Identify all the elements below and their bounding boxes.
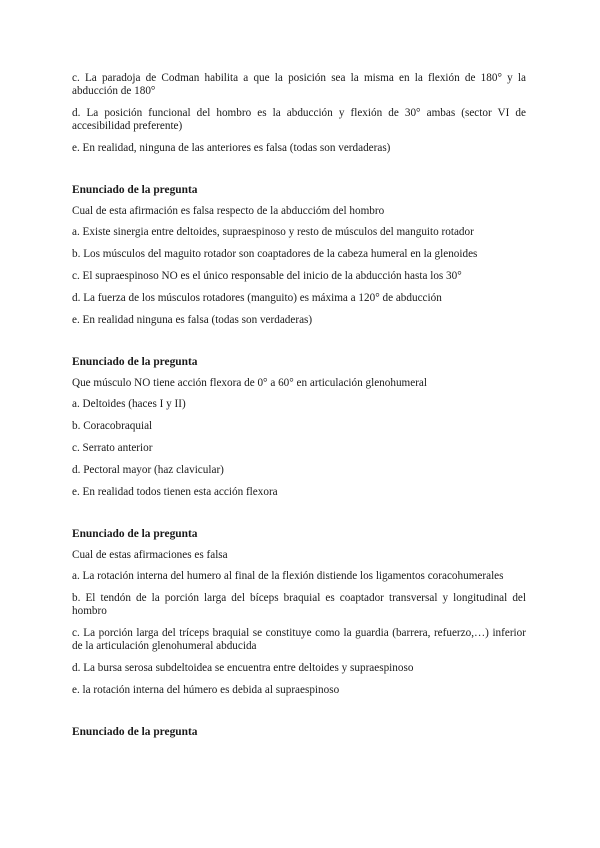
question-block-4 [72,726,526,739]
option-b: b. Los músculos del maguito rotador son coaptadores de la cabeza humeral en la glenoides [72,248,478,260]
question-heading: Enunciado de la pregunta [72,726,198,738]
option-e: e. En realidad ninguna es falsa (todas son verdaderas) [72,314,313,326]
question-text: Que músculo NO tiene acción flexora de 0° a 60° en articulación glenohumeral [72,377,428,389]
option-d: d. La posición funcional del hombro es la abducción y flexión de 30° ambas (sector VI de accesibilidad preferente) [72,107,526,132]
option-c: c. El supraespinoso NO es el único responsable del inicio de la abducción hasta los 30° [72,270,462,282]
option-a: a. La rotación interna del humero al final de la flexión distiende los ligamentos coracohumerales [72,570,504,582]
option-b: b. El tendón de la porción larga del bíceps braquial es coaptador transversal y longitudinal del hombro [72,592,526,617]
option-c: c. La porción larga del tríceps braquial se constituye como la guardia (barrera, refuerzo,…) inferior de la articulación glenohumeral abducida [72,627,526,652]
option-b: b. Coracobraquial [72,420,153,432]
option-d: d. La bursa serosa subdeltoidea se encuentra entre deltoides y supraespinoso [72,662,414,674]
option-a: a. Existe sinergia entre deltoides, supraespinoso y resto de músculos del manguito rotador [72,226,474,238]
option-d: d. Pectoral mayor (haz clavicular) [72,464,224,476]
previous-question-options [72,72,526,155]
question-heading: Enunciado de la pregunta [72,356,198,368]
option-e: e. En realidad todos tienen esta acción flexora [72,486,278,498]
question-heading: Enunciado de la pregunta [72,528,198,540]
question-heading: Enunciado de la pregunta [72,184,198,196]
question-block-2 [72,356,526,499]
question-block-3 [72,528,526,697]
option-e: e. En realidad, ninguna de las anteriores es falsa (todas son verdaderas) [72,142,391,154]
option-d: d. La fuerza de los músculos rotadores (manguito) es máxima a 120° de abducción [72,292,442,304]
option-c: c. Serrato anterior [72,442,153,454]
question-text: Cual de esta afirmación es falsa respecto de la abduccióm del hombro [72,205,385,217]
question-block-1 [72,184,526,327]
option-e: e. la rotación interna del húmero es debida al supraespinoso [72,684,340,696]
option-c: c. La paradoja de Codman habilita a que la posición sea la misma en la flexión de 180° y la abducción de 180° [72,72,526,97]
question-text: Cual de estas afirmaciones es falsa [72,549,228,561]
document-page [72,72,526,747]
option-a: a. Deltoides (haces I y II) [72,398,186,410]
